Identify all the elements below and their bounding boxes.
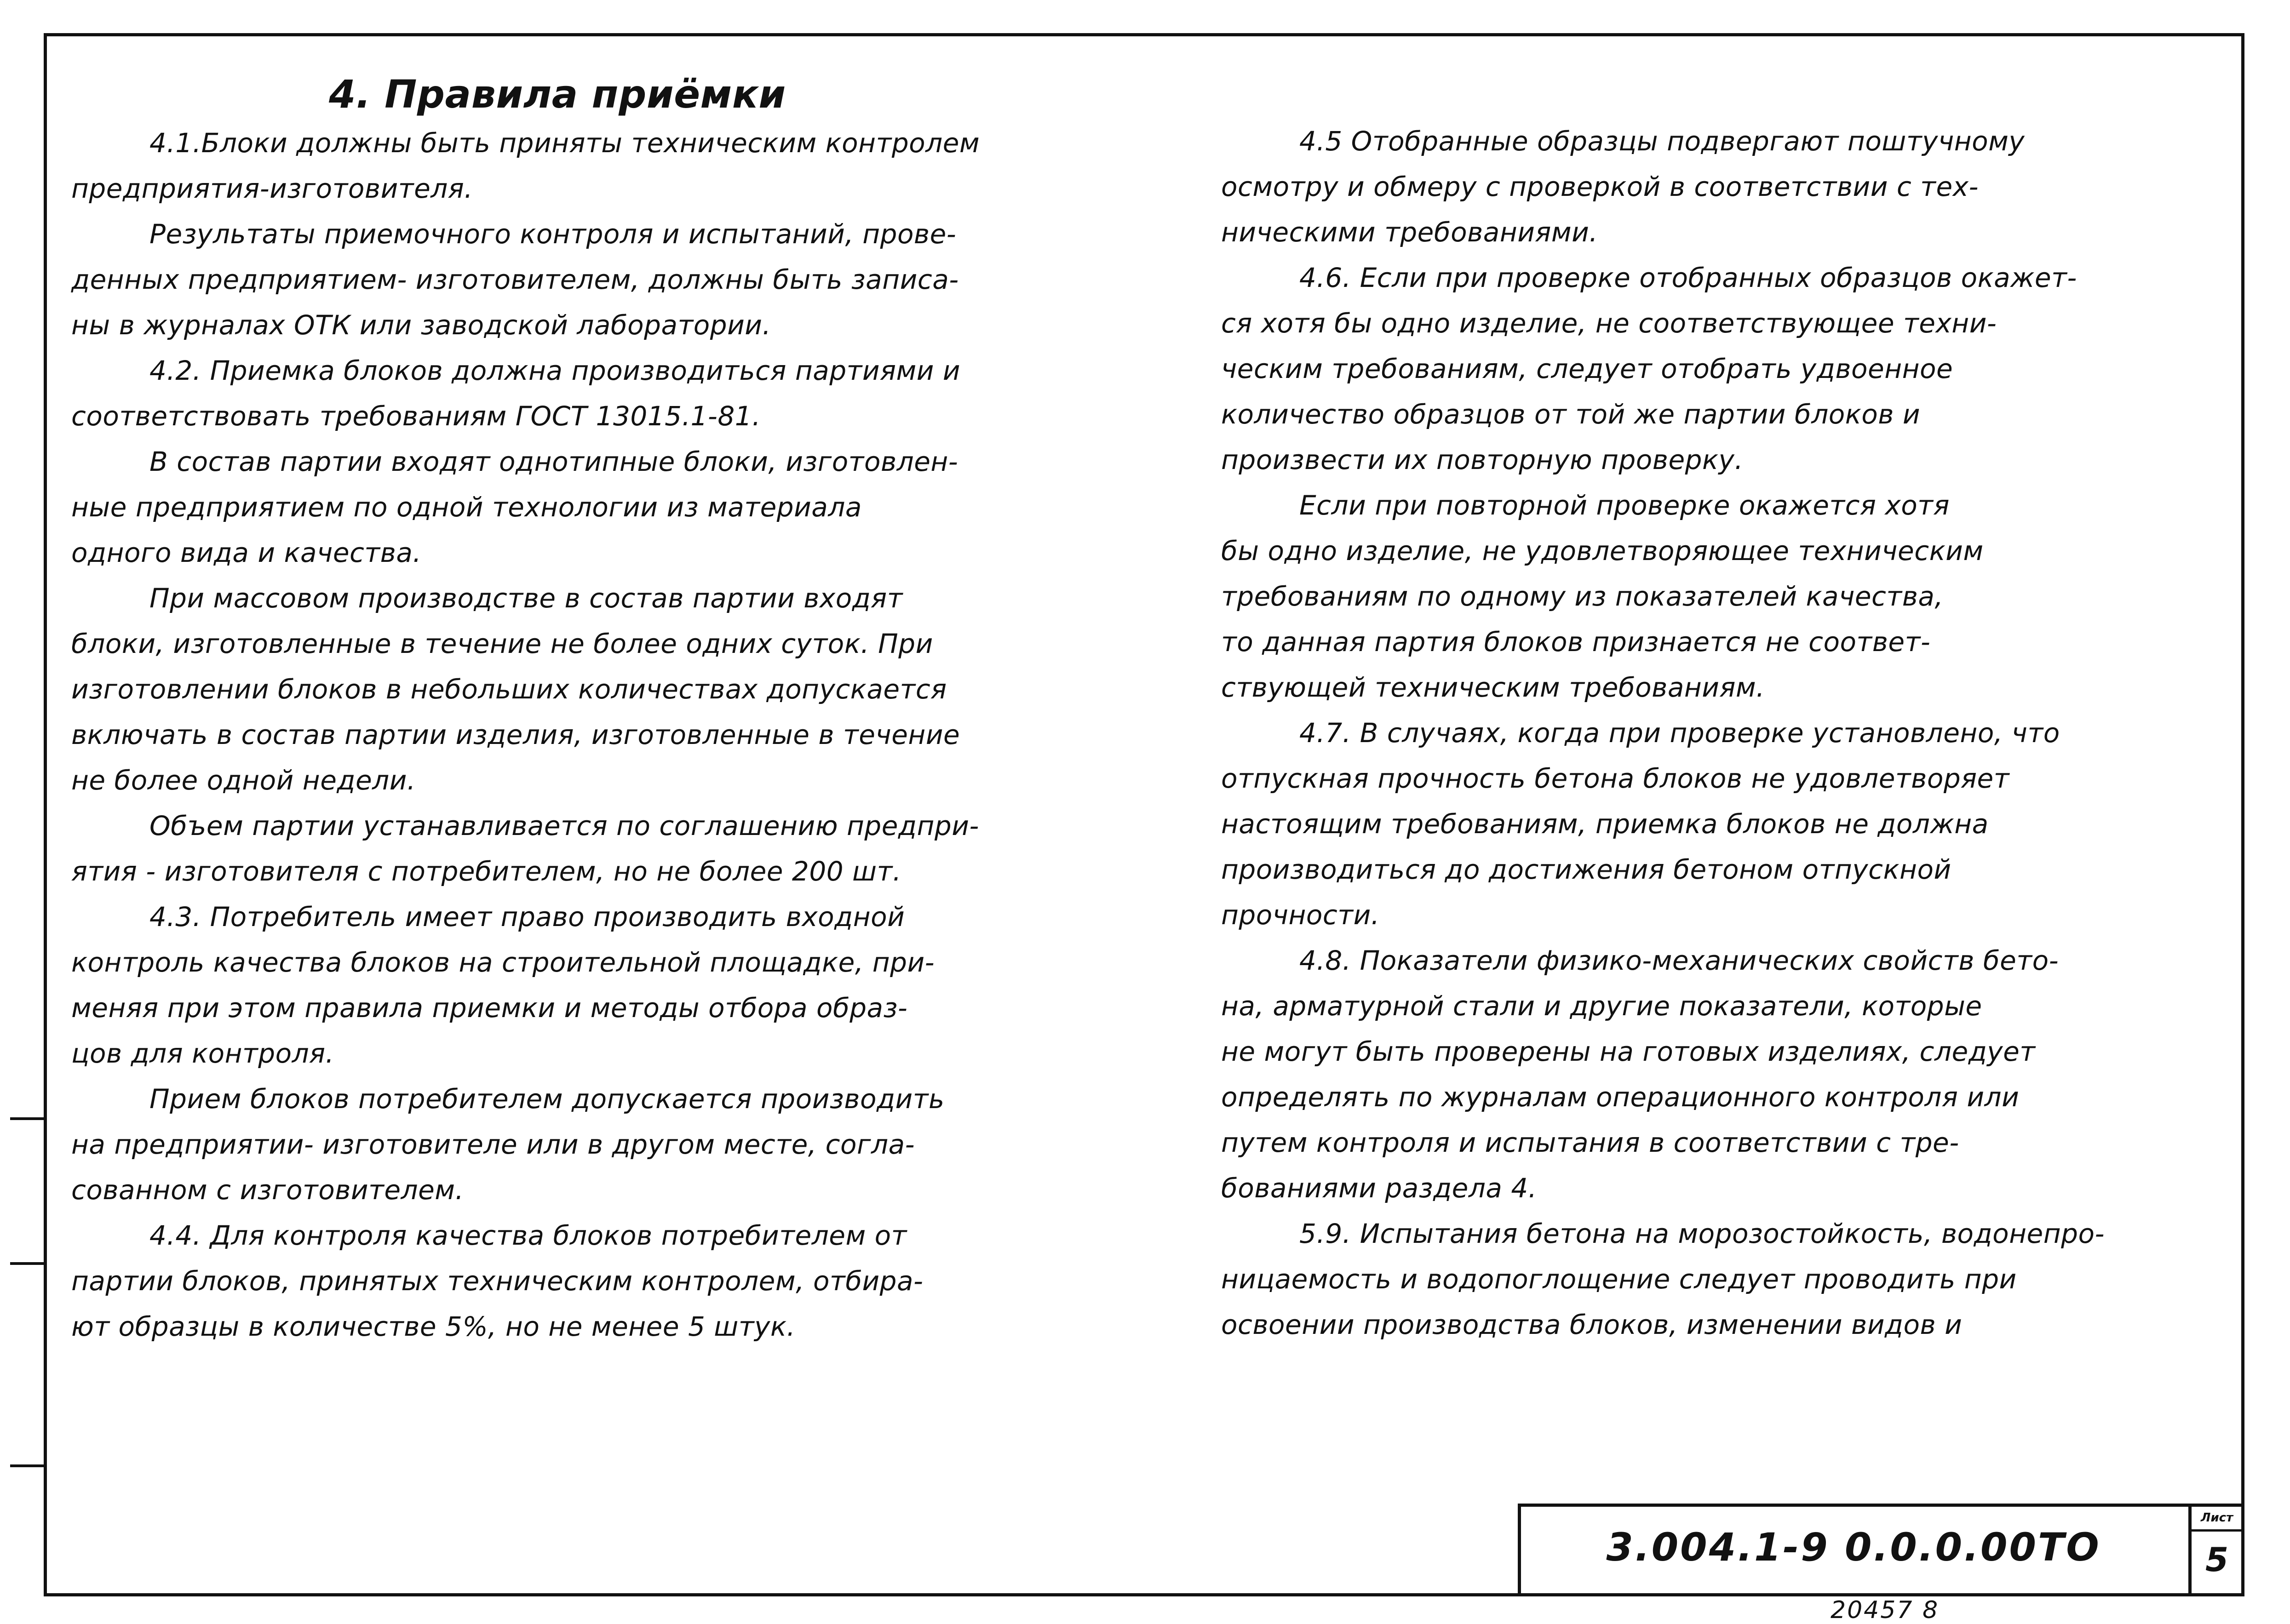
sheet-label: Лист bbox=[2192, 1506, 2242, 1532]
binding-mark bbox=[10, 1464, 47, 1467]
binding-mark bbox=[10, 1262, 47, 1265]
paragraph: 4.4. Для контроля качества блоков потребителем от партии блоков, принятых техническим контролем, отбира- ют образцы в количестве 5%, но не менее 5 штук. bbox=[71, 1220, 924, 1342]
paragraph: В состав партии входят однотипные блоки, изготовлен- ные предприятием по одной технологии из материала одного вида и качества. bbox=[71, 446, 958, 568]
binding-mark bbox=[10, 1117, 47, 1120]
section-heading: 4. Правила приёмки bbox=[329, 72, 786, 117]
paragraph: Если при повторной проверке окажется хотя бы одно изделие, не удовлетворяющее техническим требованиям по одному из показателей качества, то данная партия блоков признается не соответ- ствующей техническим требованиям. bbox=[1221, 490, 1984, 703]
paragraph: Прием блоков потребителем допускается производить на предприятии- изготовителе или в другом месте, согла- сованном с изготовителем. bbox=[71, 1083, 945, 1206]
paragraph: 4.7. В случаях, когда при проверке установлено, что отпускная прочность бетона блоков не удовлетворяет настоящим требованиям, приемка блоков не должна производиться до достижения бетоном отпускной прочности. bbox=[1221, 717, 2060, 931]
paragraph: Результаты приемочного контроля и испытаний, прове- денных предприятием- изготовителем, должны быть записа- ны в журналах ОТК или заводской лаборатории. bbox=[71, 218, 959, 341]
paragraph: При массовом производстве в состав партии входят блоки, изготовленные в течение не более одних суток. При изготовлении блоков в небольших количествах допускается включать в состав партии изделия, изготовленные в течение не более одной недели. bbox=[71, 583, 960, 796]
right-column bbox=[1221, 119, 2221, 1348]
paragraph: 4.3. Потребитель имеет право производить входной контроль качества блоков на строительной площадке, при- меняя при этом правила приемки и методы отбора образ- цов для контроля. bbox=[71, 901, 935, 1069]
paragraph: 4.1.Блоки должны быть приняты техническим контролем предприятия-изготовителя. bbox=[71, 127, 980, 204]
document-code: 3.004.1-9 0.0.0.00ТО bbox=[1606, 1525, 2101, 1570]
paragraph: 4.2. Приемка блоков должна производиться партиями и соответствовать требованиям ГОСТ 13015.1-81. bbox=[71, 355, 961, 432]
paragraph: 4.6. Если при проверке отобранных образцов окажет- ся хотя бы одно изделие, не соответствующее техни- ческим требованиям, следует отобрать удвоенное количество образцов от той же партии блоков и произвести их повторную проверку. bbox=[1221, 262, 2077, 475]
paragraph: 4.8. Показатели физико-механических свойств бето- на, арматурной стали и другие показатели, которые не могут быть проверены на готовых изделиях, следует определять по журналам операционного контроля или путем контроля и испытания в соответствии с тре- бованиями раздела 4. bbox=[1221, 945, 2059, 1204]
paragraph: 4.5 Отобранные образцы подвергают поштучному осмотру и обмеру с проверкой в соответствии с тех- ническими требованиями. bbox=[1221, 126, 2025, 248]
sheet-number: 5 bbox=[2205, 1540, 2229, 1579]
paragraph: Объем партии устанавливается по соглашению предпри- ятия - изготовителя с потребителем, но не более 200 шт. bbox=[71, 810, 979, 887]
paragraph: 5.9. Испытания бетона на морозостойкость, водонепро- ницаемость и водопоглощение следует проводить при освоении производства блоков, изменении видов и bbox=[1221, 1218, 2105, 1340]
footer-number: 20457 8 bbox=[1831, 1596, 1940, 1624]
left-column bbox=[71, 69, 1150, 1350]
